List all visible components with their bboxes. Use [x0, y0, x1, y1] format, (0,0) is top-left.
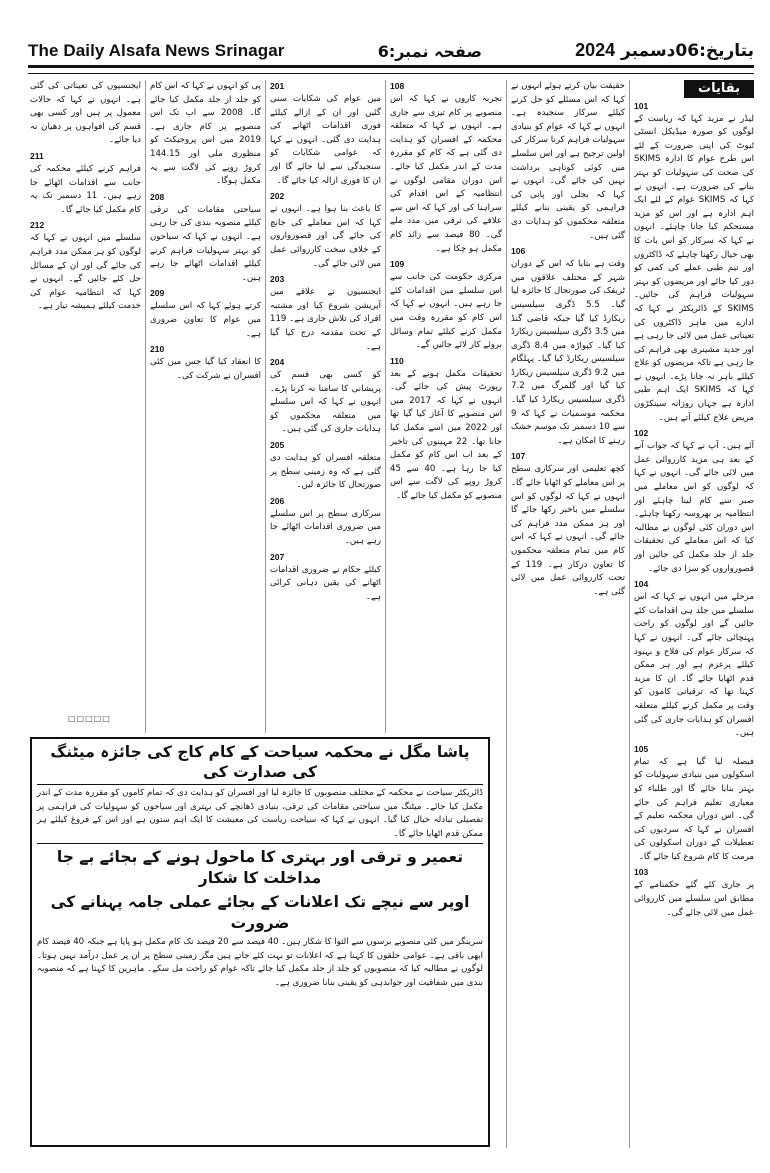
- item-number: 203: [270, 274, 285, 285]
- article-text: مرکزی حکومت کی جانب سے اس سلسلے میں اقدامات کئے جا رہے ہیں۔ انہوں نے کہا کہ اس کام کو مقررہ وقت میں مکمل کرنے کیلئے تمام وسائل بروئے کار لائے جائیں گے۔: [390, 272, 502, 351]
- issue-date: [575, 40, 754, 61]
- story-headline-2: تعمیر و ترقی اور بہتری کا ماحول ہونے کے بجائے بے جا مداخلت کا شکار: [56, 848, 464, 887]
- article-text: سلسلے میں انہوں نے کہا کہ لوگوں کو ہر ممکن مدد فراہم کی جائے گی اور ان کے مسائل حل کئے جائیں گے۔ انہوں نے کہا کہ انتظامیہ عوام کی خدمت کیلئے ہمیشہ تیار ہے۔: [30, 233, 141, 312]
- item-number: 108: [390, 81, 405, 91]
- article-text: کیلئے حکام نے ضروری اقدامات اٹھانے کی یقین دہانی کرائی ہے۔: [270, 564, 381, 602]
- item-number: 210: [150, 344, 165, 355]
- column-divider: [385, 80, 386, 733]
- baqiyaat-label: بقایات: [684, 80, 754, 98]
- story-body-2: سرینگر میں کئی منصوبے برسوں سے التوا کا شکار ہیں۔ 40 فیصد سے 20 فیصد تک کام مکمل ہو پایا ہے جبکہ 40 فیصد کام ابھی باقی ہے۔ عوامی حلقوں کا کہنا ہے کہ اعلانات تو بہت کئے جاتے ہیں مگر زمینی سطح پر ان پر عمل درآمد نہیں ہوتا۔ لوگوں نے مطالبہ کیا کہ منصوبوں کو جلد از جلد مکمل کیا جائے تاکہ عوام کو راحت مل سکے۔ ماہرین کا کہنا ہے کہ منصوبہ بندی میں شفافیت اور جوابدہی کو یقینی بنانا ضروری ہے۔: [37, 937, 483, 988]
- article-text: فیصلہ لیا گیا ہے کہ تمام اسکولوں میں بنیادی سہولیات کو بہتر بنایا جائے گا اور طلباء کو معیاری تعلیم فراہم کی جائے گی۔ اس دوران محکمہ تعلیم کے افسران نے کہا کہ سردیوں کی تعطیلات کے دوران اسکولوں کی مرمت کا کام شروع کیا جائے گا۔: [634, 756, 754, 862]
- paper-name: The Daily Alsafa News Srinagar: [28, 41, 285, 60]
- item-number: 202: [270, 191, 285, 202]
- column-5: [150, 80, 261, 733]
- item-number: 109: [390, 259, 405, 270]
- item-number: 209: [150, 288, 165, 299]
- item-number: 106: [511, 246, 526, 257]
- item-number: 110: [390, 355, 404, 366]
- column-6: [30, 80, 141, 710]
- article-text: کچھ تعلیمی اور سرکاری سطح پر اس معاملے کو اٹھایا جائے گا۔ انہوں نے کہا کہ لوگوں کو اس سلسلے میں باخبر رکھا جائے گا اور ہر ممکن مدد فراہم کی جائے گی۔ انہوں نے کہا کہ اس کام میں تمام متعلقہ محکموں کا تعاون درکار ہے۔ 119 کے تحت کارروائی عمل میں لائی گئی ہے۔: [511, 464, 625, 597]
- article-text: آئے ہیں۔ آپ نے کہا کہ جواب آنے کے بعد ہی مزید کارروائی عمل میں لائی جائے گی۔ انہوں نے کہا کہ لوگوں کو اس معاملے میں صبر سے کام لینا چاہئے اور انتظامیہ پر بھروسہ رکھنا چاہئے۔ اس دوران کئی لوگوں نے مطالبہ کیا کہ اس معاملے کی تحقیقات جلد از جلد مکمل کی جائیں اور قصورواروں کو سزا دی جائے۔: [634, 441, 754, 574]
- article-text: میں عوام کی شکایات سنی گئیں اور ان کے ازالے کیلئے فوری اقدامات اٹھانے کی ہدایت دی گئی۔ انہوں نے کہا کہ عوامی شکایات کو سنجیدگی سے لیا جائے گا اور ان کا فوری ازالہ کیا جائے گا۔: [270, 94, 381, 186]
- article-text: کا انعقاد کیا گیا جس میں کئی افسران نے شرکت کی۔: [150, 357, 261, 381]
- item-number: 101: [634, 100, 649, 111]
- page-number: صفحہ نمبر:6: [377, 42, 482, 61]
- article-text: وقت ہے بتایا کہ اس کے دوران شہر کے مختلف علاقوں میں ٹریفک کی صورتحال کا جائزہ لیا گیا۔ 5.5 ڈگری سیلسیس ریکارڈ کیا گیا جبکہ قاضی گنڈ میں 3.5 ڈگری سیلسیس ریکارڈ کیا گیا۔ کپواڑہ میں 8.4 ڈگری سیلسیس ریکارڈ کیا گیا۔ پہلگام میں 9.2 ڈگری سیلسیس ریکارڈ کیا گیا اور گلمرگ میں 7.2 ڈگری سیلسیس ریکارڈ کیا گیا۔ محکمہ موسمیات نے کہا کہ 9 سے 10 دسمبر تک موسم خشک رہنے کا امکان ہے۔: [511, 259, 625, 446]
- article-text: کو کسی بھی قسم کی پریشانی کا سامنا نہ کرنا پڑے۔ انہوں نے کہا کہ اس سلسلے میں متعلقہ محکموں کو ہدایات جاری کی گئی ہیں۔: [270, 370, 381, 435]
- article-text: مرحلے میں انہوں نے کہا کہ اس سلسلے میں جلد ہی اقدامات کئے جائیں گے اور لوگوں کو راحت پہنچائی جائے گی۔ انہوں نے کہا کہ سرکار عوام کی فلاح و بہبود کیلئے پرعزم ہے اور ہر ممکن قدم اٹھایا جائے گا۔ ان کا مزید کہنا تھا کہ ترقیاتی کاموں کو وقت پر مکمل کرنے کیلئے متعلقہ افسران کو ہدایات جاری کی گئی ہیں۔: [634, 592, 754, 739]
- item-number: 206: [270, 495, 285, 506]
- story-headline: پاشا مگل نے محکمہ سیاحت کے کام کاج کی جائزہ میٹنگ کی صدارت کی: [37, 742, 483, 785]
- item-number: 212: [30, 220, 45, 231]
- column-divider: [145, 80, 146, 733]
- item-number: 211: [30, 150, 44, 161]
- article-text: فراہم کرنے کیلئے محکمہ کی جانب سے اقدامات اٹھائے جا رہے ہیں۔ 11 دسمبر تک یہ کام مکمل کیا جائے گا۔: [30, 163, 141, 215]
- item-number: 103: [634, 867, 649, 878]
- column-divider: [629, 80, 630, 1148]
- article-text: تحقیقات مکمل ہونے کے بعد رپورٹ پیش کی جائے گی۔ انہوں نے کہا کہ 2017 میں اس منصوبے کا آغاز کیا گیا تھا اور 2022 میں اسے مکمل کیا جانا تھا۔ 22 مہینوں کی تاخیر کے بعد اب اس کام کو مکمل کیا جا رہا ہے۔ 40 سے 45 کروڑ روپے کی لاگت سے اس منصوبے کو مکمل کیا جائے گا۔: [390, 368, 502, 502]
- date-prefix: بتاریخ:06دسمبر: [621, 41, 754, 61]
- article-text: سرکاری سطح پر اس سلسلے میں ضروری اقدامات اٹھائے جا رہے ہیں۔: [270, 508, 381, 547]
- end-ornament: □□□□□: [68, 714, 111, 723]
- column-2: [511, 80, 625, 1148]
- boxed-story: [30, 737, 490, 1147]
- article-text: تجربہ کاروں نے کہا کہ اس منصوبے پر کام تیزی سے جاری ہے۔ انہوں نے کہا کہ متعلقہ محکمہ کے افسران کو ہدایت دی گئی ہے کہ کام کو مقررہ مدت کے اندر مکمل کیا جائے۔ اس دوران مقامی لوگوں نے انتظامیہ کے اس اقدام کی سراہنا کی اور کہا کہ اس سے علاقے کی ترقی میں مدد ملے گی۔ 80 فیصد سے زائد کام مکمل ہو چکا ہے۔: [390, 94, 502, 254]
- article-text: کرتے ہوئے کہا کہ اس سلسلے میں عوام کا تعاون ضروری ہے۔: [150, 301, 261, 339]
- item-number: 205: [270, 440, 285, 451]
- item-number: 208: [150, 191, 165, 202]
- item-number: 105: [634, 743, 649, 754]
- article-text: پر جاری کئے گئے حکمنامے کے مطابق اس سلسلے میں کارروائی عمل میں لائی جائے گی۔: [634, 880, 754, 918]
- item-number: 107: [511, 451, 526, 462]
- article-text: پی کو انہوں نے کہا کہ اس کام کو جلد از جلد مکمل کیا جائے گا۔ 2008 سے اب تک اس منصوبے پر کام جاری ہے۔ 2019 میں اس پروجیکٹ کو منظوری ملی اور 144.15 کروڑ روپے کی لاگت سے یہ مکمل ہوگا۔: [150, 81, 261, 187]
- column-4: [270, 80, 381, 733]
- story-headline-3: اوپر سے نیچے تک اعلانات کے بجائے عملی جامہ پہنانے کی ضرورت: [50, 893, 470, 932]
- story-divider: [37, 843, 483, 844]
- date-year: 2024: [575, 40, 616, 60]
- article-text: ایجنسیوں نے علاقے میں آپریشن شروع کیا اور مشتبہ افراد کی تلاش جاری ہے۔ 119 کے تحت مقدمہ درج کیا گیا ہے۔: [270, 287, 381, 352]
- column-1: [634, 80, 754, 1148]
- newspaper-page: [28, 28, 754, 1152]
- column-divider: [265, 80, 266, 733]
- article-text: حقیقت بیان کرتے ہوئے انہوں نے کہا کہ اس مسئلے کو حل کرنے کیلئے سرکار سنجیدہ ہے۔ انہوں نے کہا کہ عوام کو بنیادی سہولیات فراہم کرنا سرکار کی اولین ترجیح ہے اور اس سلسلے میں کوئی کوتاہی برداشت نہیں کی جائے گی۔ انہوں نے کہا کہ بجلی اور پانی کی فراہمی کو یقینی بنانے کیلئے متعلقہ محکموں کو ہدایات دی گئی ہیں۔: [511, 81, 625, 241]
- item-number: 104: [634, 579, 649, 590]
- item-number: 207: [270, 551, 285, 562]
- article-text: سیاحتی مقامات کی ترقی کیلئے منصوبہ بندی کی جا رہی ہے۔ انہوں نے کہا کہ سیاحوں کو بہتر سہولیات فراہم کرنے کیلئے اقدامات اٹھائے جا رہے ہیں۔: [150, 204, 261, 283]
- masthead-rule: [28, 73, 754, 74]
- column-divider: [506, 80, 507, 1148]
- article-text: ایجنسیوں کی تعیناتی کی گئی ہے۔ انہوں نے کہا کہ حالات معمول پر ہیں اور کسی بھی قسم کی افواہوں پر دھیان نہ دیا جائے۔: [30, 81, 141, 146]
- article-text: لیڈر نے مزید کہا کہ ریاست کے لوگوں کو صورہ میڈیکل انسٹی ٹیوٹ کی اپنی ضرورت کے لئے اس طرح عوام کا ادارہ SKIMS کی صحت کی سہولیات کو بہتر بنانے کی ضرورت ہے۔ انہوں نے کہا کہ SKIMS عوام کے لئے ایک اہم ادارہ ہے اور اس کو مزید مستحکم کیا جانا چاہئے۔ انہوں نے کہا کہ سرکار کو اس بات کا بھی خیال رکھنا چاہئے کہ ڈاکٹروں اور نیم طبی عملے کی کمی کو دور کیا جائے اور مریضوں کو بہتر سہولیات فراہم کی جائیں۔ SKIMS کے ڈائریکٹر نے کہا کہ ادارے میں ماہر ڈاکٹروں کی تعیناتی عمل میں لائی جا رہی ہے اور جدید مشینری بھی فراہم کی جا رہی ہے تاکہ مریضوں کو علاج کیلئے باہر نہ جانا پڑے۔ انہوں نے کہا کہ SKIMS ایک اہم طبی ادارہ ہے جہاں روزانہ سینکڑوں مریض علاج کیلئے آتے ہیں۔: [634, 113, 754, 423]
- item-number: 102: [634, 428, 649, 439]
- story-body: ڈائریکٹر سیاحت نے محکمہ کے مختلف منصوبوں کا جائزہ لیا اور افسران کو ہدایت دی کہ تمام کاموں کو مقررہ مدت کے اندر مکمل کیا جائے۔ میٹنگ میں سیاحتی مقامات کی ترقی، بنیادی ڈھانچے کی بہتری اور سیاحوں کو سہولیات کی فراہمی پر تفصیلی تبادلہ خیال کیا گیا۔ انہوں نے کہا کہ سیاحت ریاست کی معیشت کا ایک اہم ستون ہے اور اس کے فروغ کیلئے ہر ممکن قدم اٹھایا جائے گا۔: [37, 788, 483, 839]
- article-text: متعلقہ افسران کو ہدایت دی گئی ہے کہ وہ زمینی سطح پر صورتحال کا جائزہ لیں۔: [270, 453, 381, 491]
- article-text: کا باعث بنا ہوا ہے۔ انہوں نے کہا کہ اس معاملے کی جانچ کی جائے گی اور قصورواروں کے خلاف سخت کارروائی عمل میں لائی جائے گی۔: [270, 204, 381, 269]
- item-number: 204: [270, 357, 285, 368]
- masthead: [28, 28, 754, 68]
- item-number: 201: [270, 81, 285, 91]
